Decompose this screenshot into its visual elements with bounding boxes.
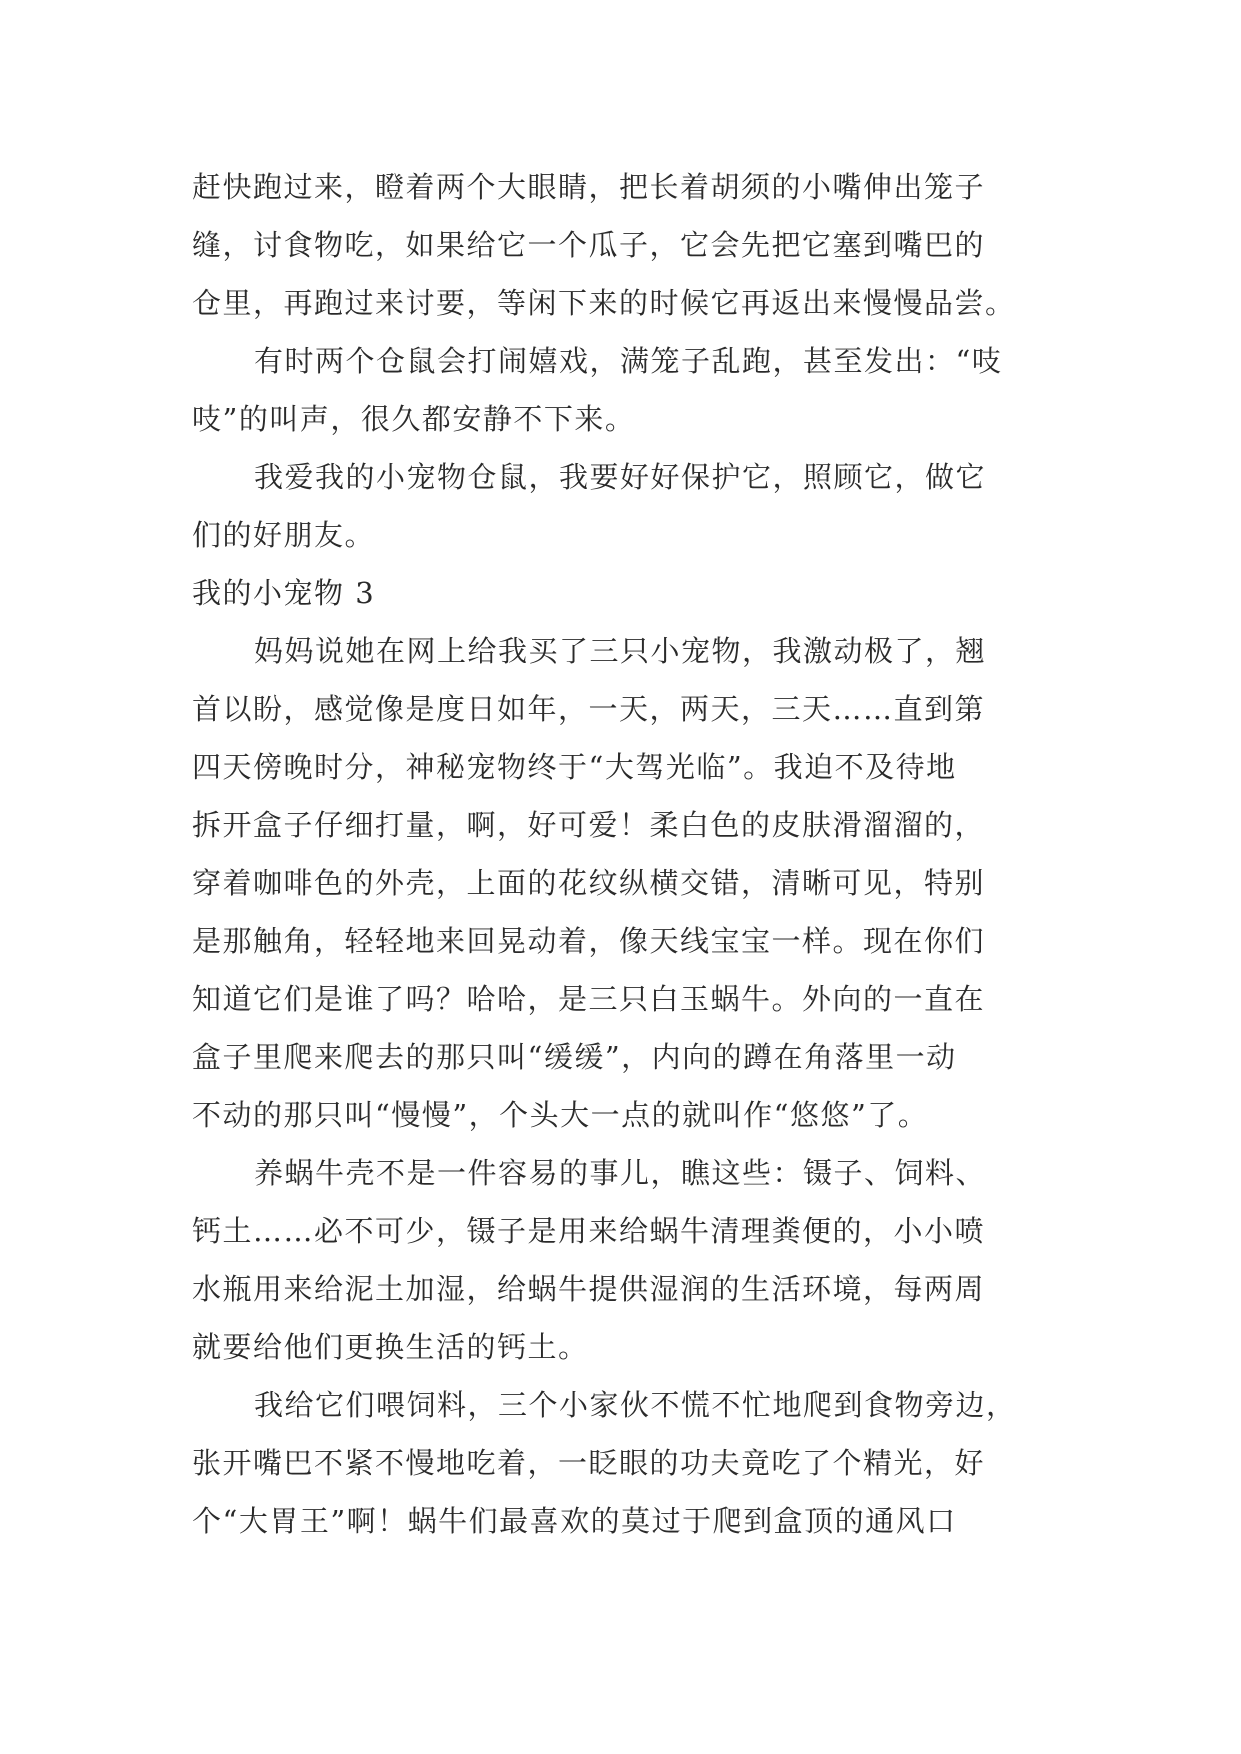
text-line: 缝，讨食物吃，如果给它一个瓜子，它会先把它塞到嘴巴的 — [192, 228, 986, 262]
text-line: 四天傍晚时分，神秘宠物终于“大驾光临”。我迫不及待地 — [192, 750, 957, 784]
text-line: 张开嘴巴不紧不慢地吃着，一眨眼的功夫竟吃了个精光，好 — [192, 1446, 986, 1480]
text-line: 拆开盒子仔细打量，啊，好可爱！柔白色的皮肤滑溜溜的， — [192, 808, 986, 842]
text-line: 是那触角，轻轻地来回晃动着，像天线宝宝一样。现在你们 — [192, 924, 986, 958]
paragraph-first-line: 有时两个仓鼠会打闹嬉戏，满笼子乱跑，甚至发出：“吱 — [254, 344, 1003, 378]
text-line: 个“大胃王”啊！蜗牛们最喜欢的莫过于爬到盒顶的通风口 — [192, 1504, 957, 1538]
paragraph-first-line: 我给它们喂饲料，三个小家伙不慌不忙地爬到食物旁边， — [254, 1388, 1017, 1422]
text-line: 们的好朋友。 — [192, 518, 376, 552]
text-line: 水瓶用来给泥土加湿，给蜗牛提供湿润的生活环境，每两周 — [192, 1272, 986, 1306]
text-line: 首以盼，感觉像是度日如年，一天，两天，三天……直到第 — [192, 692, 986, 726]
text-line: 穿着咖啡色的外壳，上面的花纹纵横交错，清晰可见，特别 — [192, 866, 986, 900]
text-line: 不动的那只叫“慢慢”，个头大一点的就叫作“悠悠”了。 — [192, 1098, 929, 1132]
paragraph-first-line: 养蜗牛壳不是一件容易的事儿，瞧这些：镊子、饲料、 — [254, 1156, 987, 1190]
text-line: 就要给他们更换生活的钙土。 — [192, 1330, 589, 1364]
text-line: 仓里，再跑过来讨要，等闲下来的时候它再返出来慢慢品尝。 — [192, 286, 1016, 320]
paragraph-first-line: 妈妈说她在网上给我买了三只小宠物，我激动极了，翘 — [254, 634, 987, 668]
paragraph-first-line: 我爱我的小宠物仓鼠，我要好好保护它，照顾它，做它 — [254, 460, 987, 494]
document-body — [192, 158, 1054, 1550]
section-heading: 我的小宠物 3 — [192, 576, 376, 610]
text-line: 盒子里爬来爬去的那只叫“缓缓”，内向的蹲在角落里一动 — [192, 1040, 957, 1074]
text-line: 钙土……必不可少，镊子是用来给蜗牛清理粪便的，小小喷 — [192, 1214, 986, 1248]
text-line: 赶快跑过来，瞪着两个大眼睛，把长着胡须的小嘴伸出笼子 — [192, 170, 986, 204]
text-line: 知道它们是谁了吗？哈哈，是三只白玉蜗牛。外向的一直在 — [192, 982, 986, 1016]
text-line: 吱”的叫声，很久都安静不下来。 — [192, 402, 636, 436]
